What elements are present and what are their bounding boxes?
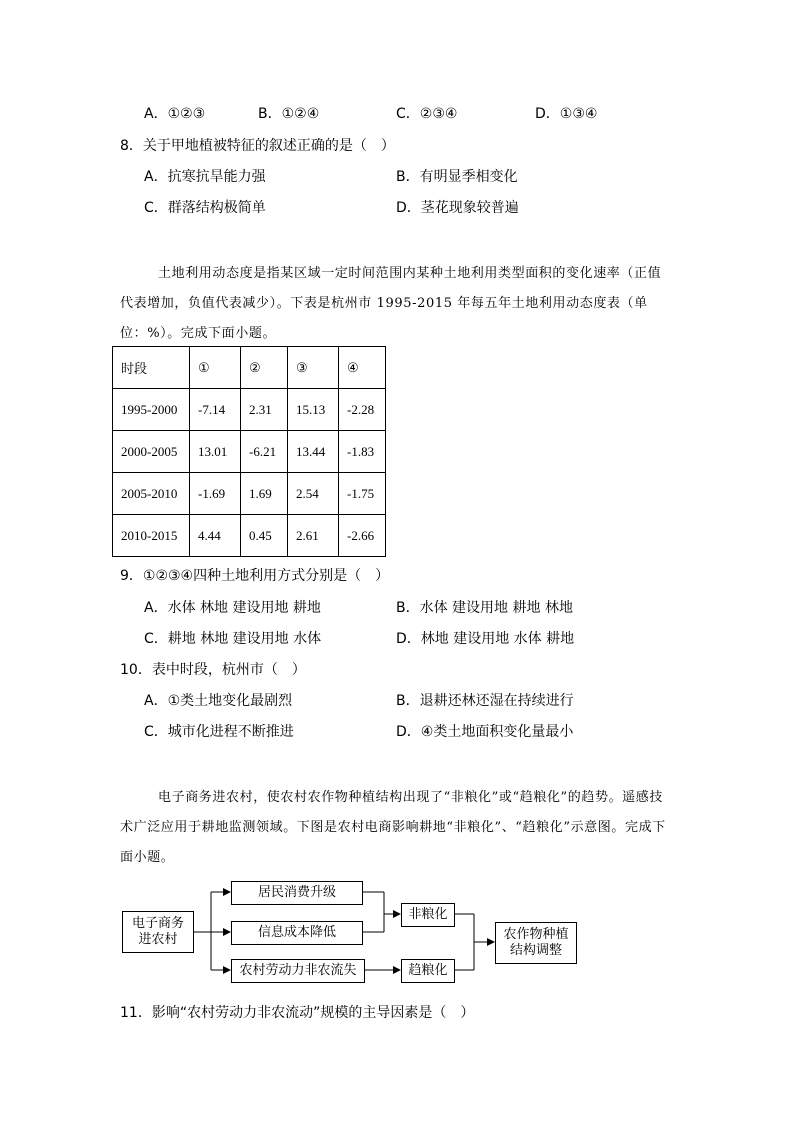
passage1-line-3: 位：%）。完成下面小题。 <box>120 326 277 341</box>
table-cell: -1.83 <box>339 431 386 473</box>
diagram-source-box: 电子商务 进农村 <box>122 911 194 953</box>
q10-option-d: D．④类土地面积变化量最小 <box>396 724 574 740</box>
diagram-box-non-grain: 非粮化 <box>401 903 455 927</box>
table-cell: -2.28 <box>339 389 386 431</box>
table-header: ③ <box>288 347 339 389</box>
q9-option-d: D．林地 建设用地 水体 耕地 <box>396 631 575 647</box>
diagram-box-crop-structure: 农作物种植 结构调整 <box>495 922 577 964</box>
q8-option-a: A．抗寒抗旱能力强 <box>144 169 266 185</box>
q10-option-a: A．①类土地变化最剧烈 <box>144 693 293 709</box>
table-cell: 2.61 <box>288 515 339 557</box>
q10-option-c: C．城市化进程不断推进 <box>144 724 294 740</box>
q9-option-b: B．水体 建设用地 耕地 林地 <box>396 600 573 616</box>
q9-stem: 9．①②③④四种土地利用方式分别是（ ） <box>120 568 390 584</box>
table-cell: 2.31 <box>241 389 288 431</box>
table-cell: 2.54 <box>288 473 339 515</box>
table-cell: -6.21 <box>241 431 288 473</box>
table-cell: 2000-2005 <box>113 431 190 473</box>
table-cell: 4.44 <box>190 515 241 557</box>
table-header: 时段 <box>113 347 190 389</box>
diagram-box-info-cost: 信息成本降低 <box>231 921 363 945</box>
table-header: ④ <box>339 347 386 389</box>
q9-option-a: A．水体 林地 建设用地 耕地 <box>144 600 321 616</box>
q10-option-b: B．退耕还林还湿在持续进行 <box>396 693 574 709</box>
passage1-line-1: 土地利用动态度是指某区域一定时间范围内某种土地利用类型面积的变化速率（正值 <box>158 266 662 281</box>
q8-option-c: C．群落结构极简单 <box>144 200 266 216</box>
diagram-box-consumption: 居民消费升级 <box>231 881 363 905</box>
table-cell: -1.69 <box>190 473 241 515</box>
q8-stem: 8．关于甲地植被特征的叙述正确的是（ ） <box>120 138 395 154</box>
table-cell: -2.66 <box>339 515 386 557</box>
q8-option-d: D．茎花现象较普遍 <box>396 200 519 216</box>
table-cell: 1995-2000 <box>113 389 190 431</box>
passage2-line-1: 电子商务进农村，使农村农作物种植结构出现了“非粮化”或“趋粮化”的趋势。遥感技 <box>158 790 663 805</box>
q7-option-d: D．①③④ <box>535 106 598 122</box>
passage2-line-2: 术广泛应用于耕地监测领域。下图是农村电商影响耕地“非粮化”、“趋粮化”示意图。完成下 <box>120 820 666 835</box>
table-cell: 2010-2015 <box>113 515 190 557</box>
table-header: ① <box>190 347 241 389</box>
table-cell: -7.14 <box>190 389 241 431</box>
table-cell: 0.45 <box>241 515 288 557</box>
table-header: ② <box>241 347 288 389</box>
table-cell: -1.75 <box>339 473 386 515</box>
table-cell: 2005-2010 <box>113 473 190 515</box>
table-cell: 13.01 <box>190 431 241 473</box>
q10-stem: 10．表中时段，杭州市（ ） <box>120 662 306 678</box>
table-cell: 15.13 <box>288 389 339 431</box>
q7-option-a: A．①②③ <box>144 106 206 122</box>
q9-option-c: C．耕地 林地 建设用地 水体 <box>144 631 322 647</box>
q8-option-b: B．有明显季相变化 <box>396 169 518 185</box>
q7-option-b: B．①②④ <box>258 106 320 122</box>
q7-option-c: C．②③④ <box>396 106 458 122</box>
passage2-line-3: 面小题。 <box>120 850 175 865</box>
diagram-box-grain: 趋粮化 <box>401 959 455 983</box>
q11-stem: 11．影响“农村劳动力非农流动”规模的主导因素是（ ） <box>120 1005 475 1021</box>
passage1-line-2: 代表增加，负值代表减少）。下表是杭州市 1995-2015 年每五年土地利用动态度表（单 <box>120 296 648 311</box>
table-cell: 13.44 <box>288 431 339 473</box>
table-cell: 1.69 <box>241 473 288 515</box>
diagram-box-labor-loss: 农村劳动力非农流失 <box>231 959 365 983</box>
